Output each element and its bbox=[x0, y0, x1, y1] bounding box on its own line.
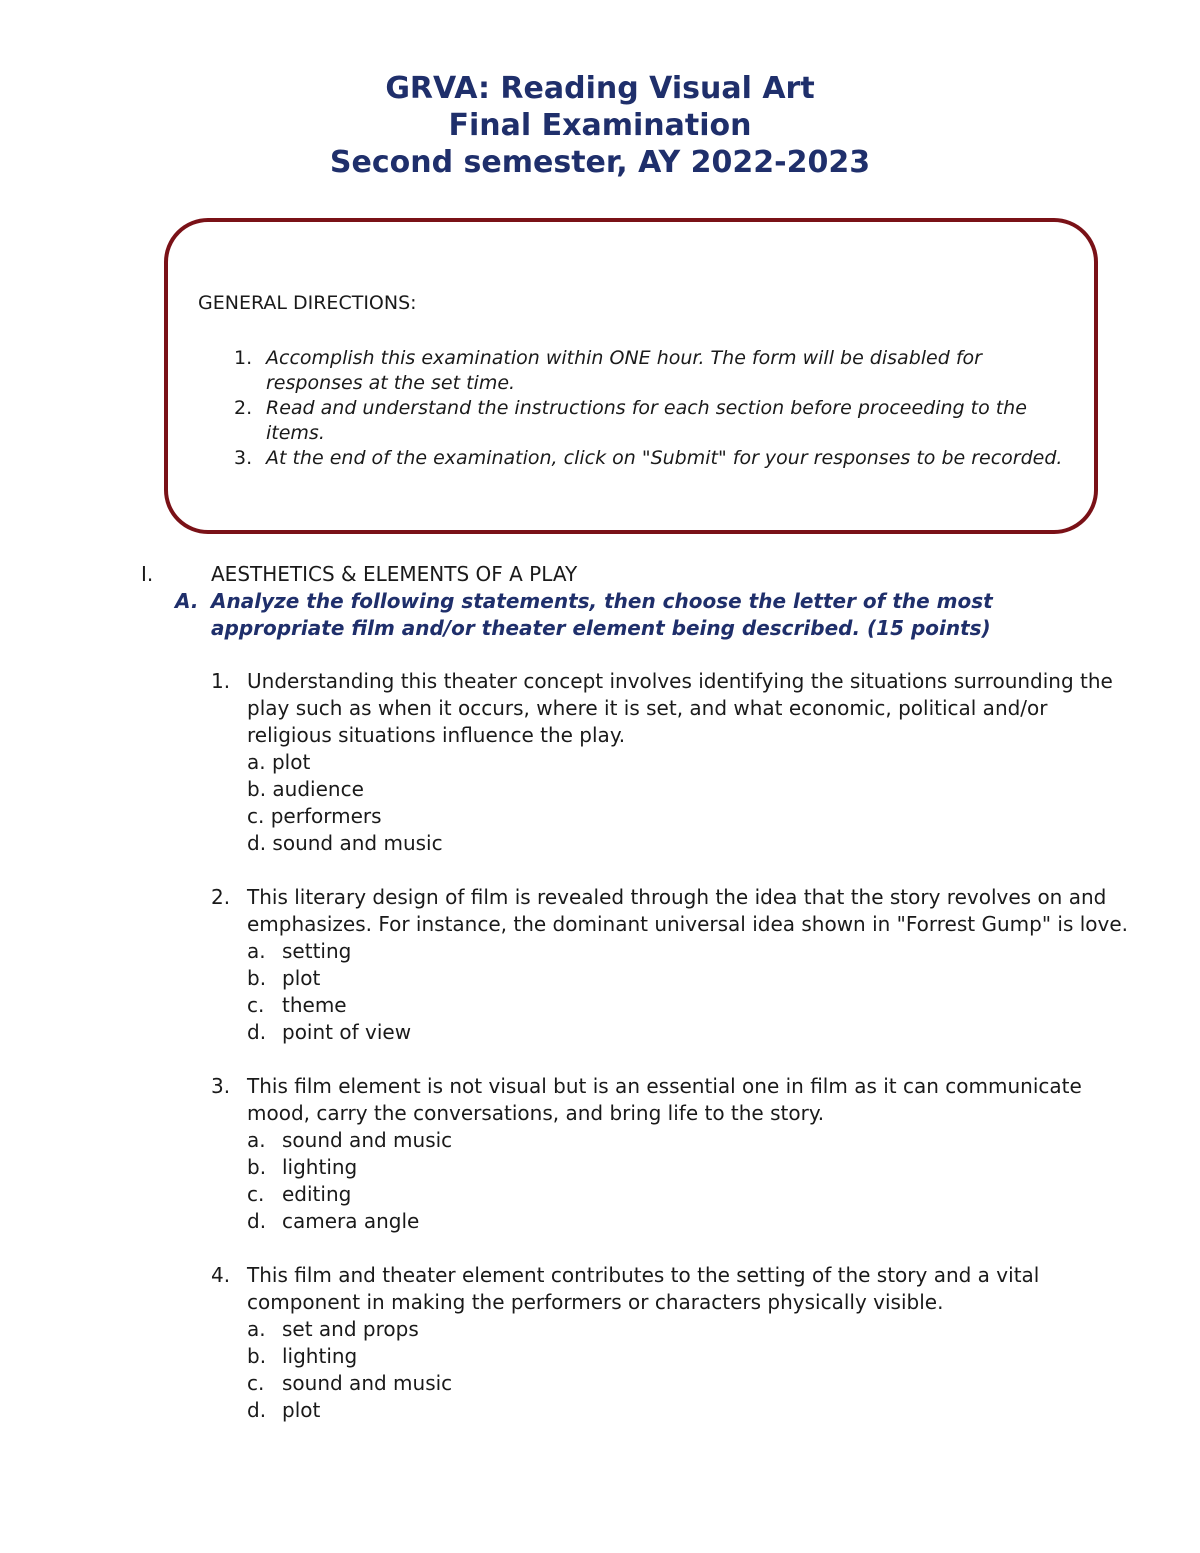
choice-list bbox=[247, 938, 1131, 1046]
choice-item bbox=[247, 830, 1131, 857]
question-number: 2. bbox=[211, 885, 231, 909]
part-instruction-text: Analyze the following statements, then choose the letter of the most appropriate film and/or theater element being described. (15 points) bbox=[211, 589, 993, 640]
choice-text: set and props bbox=[282, 1317, 419, 1341]
choice-text: lighting bbox=[282, 1155, 358, 1179]
section-numeral: I. bbox=[141, 562, 154, 586]
choice-text: sound and music bbox=[272, 831, 443, 855]
choice-text: editing bbox=[282, 1182, 352, 1206]
choice-letter: c. bbox=[247, 804, 265, 828]
choice-item bbox=[247, 965, 1131, 992]
section-title: AESTHETICS & ELEMENTS OF A PLAY bbox=[211, 562, 578, 586]
question-item bbox=[211, 1073, 1131, 1235]
choice-item bbox=[247, 992, 1131, 1019]
general-directions-list bbox=[198, 346, 1068, 471]
part-letter: A. bbox=[175, 589, 199, 613]
question-list bbox=[211, 668, 1131, 1451]
direction-text: Accomplish this examination within ONE hour. The form will be disabled for responses at the set time. bbox=[266, 347, 982, 394]
general-directions-heading: GENERAL DIRECTIONS: bbox=[198, 292, 417, 314]
choice-item bbox=[247, 1154, 1131, 1181]
choice-text: plot bbox=[282, 966, 321, 990]
question-text: Understanding this theater concept involves identifying the situations surrounding the play such as when it occurs, where it is set, and what economic, political and/or religious situations influence the play. bbox=[247, 669, 1113, 747]
choice-letter: b. bbox=[247, 1344, 267, 1368]
choice-letter: c. bbox=[247, 1371, 265, 1395]
exam-title bbox=[0, 70, 1200, 181]
choice-list bbox=[247, 1127, 1131, 1235]
part-instruction bbox=[175, 588, 1075, 642]
choice-letter: d. bbox=[247, 1020, 267, 1044]
choice-item bbox=[247, 1181, 1131, 1208]
choice-letter: a. bbox=[247, 1128, 266, 1152]
choice-letter: c. bbox=[247, 1182, 265, 1206]
choice-item bbox=[247, 1343, 1131, 1370]
question-number: 4. bbox=[211, 1263, 231, 1287]
section-heading bbox=[141, 562, 1041, 586]
question-text: This film element is not visual but is an essential one in film as it can communicate mood, carry the conversations, and bring life to the story. bbox=[247, 1074, 1082, 1125]
question-number: 1. bbox=[211, 669, 231, 693]
choice-item bbox=[247, 938, 1131, 965]
choice-letter: d. bbox=[247, 1209, 267, 1233]
choice-text: lighting bbox=[282, 1344, 358, 1368]
choice-item bbox=[247, 1370, 1131, 1397]
choice-text: plot bbox=[271, 750, 311, 774]
choice-letter: b. bbox=[247, 1155, 267, 1179]
choice-item bbox=[247, 1208, 1131, 1235]
question-item bbox=[211, 884, 1131, 1046]
choice-list bbox=[247, 1316, 1131, 1424]
choice-text: plot bbox=[282, 1398, 321, 1422]
choice-item bbox=[247, 1127, 1131, 1154]
direction-text: Read and understand the instructions for each section before proceeding to the items. bbox=[266, 397, 1027, 444]
choice-text: sound and music bbox=[282, 1128, 453, 1152]
direction-number: 3. bbox=[234, 447, 253, 469]
choice-item bbox=[247, 776, 1131, 803]
choice-item bbox=[247, 1397, 1131, 1424]
direction-item bbox=[198, 346, 1068, 396]
question-item bbox=[211, 668, 1131, 857]
exam-name: Final Examination bbox=[448, 108, 752, 143]
choice-letter: c. bbox=[247, 993, 265, 1017]
question-number: 3. bbox=[211, 1074, 231, 1098]
direction-item bbox=[198, 396, 1068, 446]
choice-text: theme bbox=[282, 993, 347, 1017]
choice-letter: a. bbox=[247, 750, 266, 774]
choice-letter: d. bbox=[247, 1398, 267, 1422]
question-text: This film and theater element contributes to the setting of the story and a vital component in making the performers or characters physically visible. bbox=[247, 1263, 1040, 1314]
choice-text: point of view bbox=[282, 1020, 412, 1044]
choice-text: performers bbox=[270, 804, 382, 828]
choice-text: audience bbox=[272, 777, 364, 801]
general-directions-box bbox=[164, 218, 1098, 534]
choice-item bbox=[247, 1316, 1131, 1343]
choice-text: setting bbox=[282, 939, 352, 963]
direction-number: 1. bbox=[234, 347, 253, 369]
choice-letter: a. bbox=[247, 939, 266, 963]
direction-number: 2. bbox=[234, 397, 253, 419]
choice-letter: b. bbox=[247, 777, 267, 801]
course-title: GRVA: Reading Visual Art bbox=[385, 71, 815, 106]
choice-item bbox=[247, 803, 1131, 830]
choice-item bbox=[247, 749, 1131, 776]
choice-text: camera angle bbox=[282, 1209, 420, 1233]
direction-text: At the end of the examination, click on "Submit" for your responses to be recorded. bbox=[266, 447, 1063, 469]
question-text: This literary design of film is revealed through the idea that the story revolves on and emphasizes. For instance, the dominant universal idea shown in "Forrest Gump" is love. bbox=[247, 885, 1129, 936]
choice-item bbox=[247, 1019, 1131, 1046]
choice-letter: b. bbox=[247, 966, 267, 990]
choice-list bbox=[247, 749, 1131, 857]
choice-letter: d. bbox=[247, 831, 267, 855]
direction-item bbox=[198, 446, 1068, 471]
choice-text: sound and music bbox=[282, 1371, 453, 1395]
semester-line: Second semester, AY 2022-2023 bbox=[329, 145, 871, 180]
question-item bbox=[211, 1262, 1131, 1424]
choice-letter: a. bbox=[247, 1317, 266, 1341]
